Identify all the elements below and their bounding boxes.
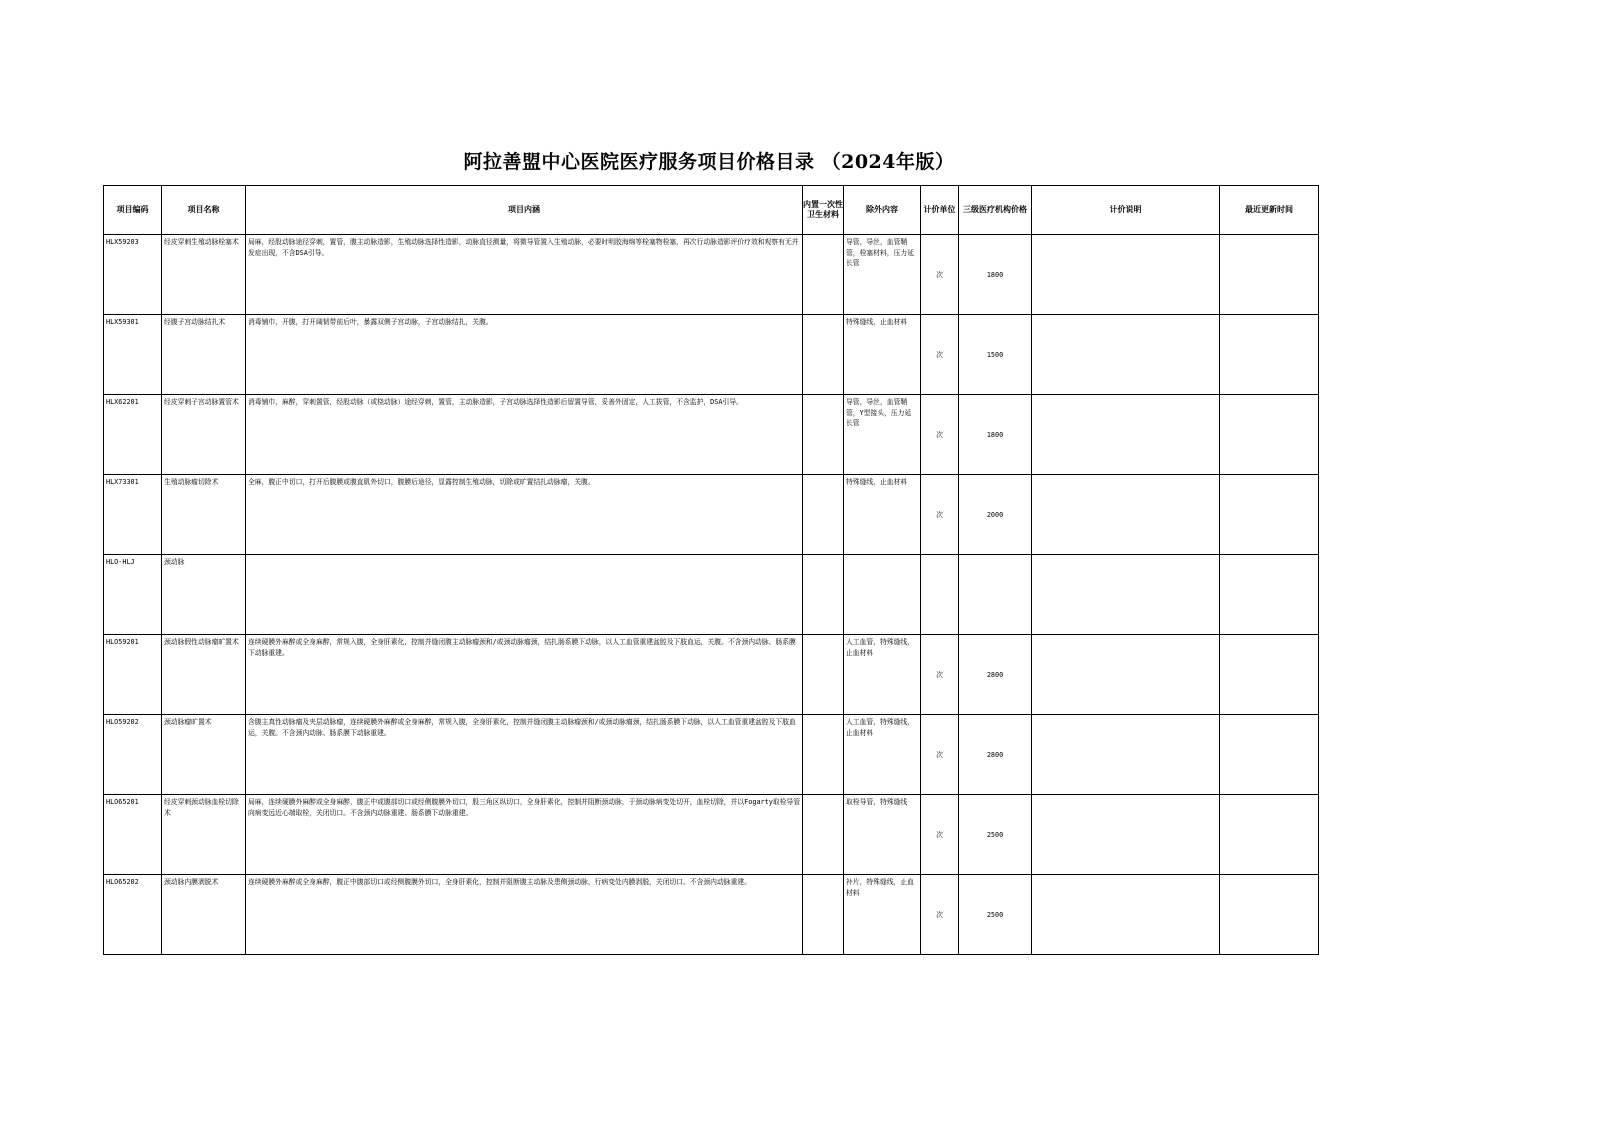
- cell-name: 颈动脉内膜剥脱术: [162, 875, 246, 955]
- header-updated: 最近更新时间: [1220, 186, 1319, 235]
- table-row: [104, 555, 1319, 635]
- cell-name: 经皮穿刺子宫动脉置管术: [162, 395, 246, 475]
- header-unit: 计价单位: [921, 186, 959, 235]
- header-excluded: 除外内容: [844, 186, 921, 235]
- cell-unit: [921, 555, 959, 635]
- cell-name: 颈动脉: [162, 555, 246, 635]
- cell-name: 颈动脉瘤旷置术: [162, 715, 246, 795]
- cell-note: [1032, 635, 1220, 715]
- cell-code: HLX59203: [104, 235, 162, 315]
- cell-consumable: [803, 235, 844, 315]
- cell-unit: 次: [921, 395, 959, 475]
- table-row: [104, 795, 1319, 875]
- cell-excluded: 人工血管，特殊缝线，止血材料: [844, 715, 921, 795]
- cell-unit: 次: [921, 795, 959, 875]
- cell-content: 局麻，经股动脉途径穿刺，置管，腹主动脉造影，生殖动脉选择性造影，动脉直径测量，将微导管置入生殖动脉，必要时明胶海绵等栓塞物栓塞，再次行动脉造影评价疗效和观察有无并发症出现，不含DSA引导。: [246, 235, 803, 315]
- cell-price: 2000: [959, 475, 1032, 555]
- cell-code: HLX62201: [104, 395, 162, 475]
- header-price: 三级医疗机构价格: [959, 186, 1032, 235]
- cell-excluded: 导管，导丝，血管鞘管，栓塞材料，压力延长管: [844, 235, 921, 315]
- header-code: 项目编码: [104, 186, 162, 235]
- cell-consumable: [803, 875, 844, 955]
- cell-unit: 次: [921, 235, 959, 315]
- cell-note: [1032, 715, 1220, 795]
- cell-code: HLX73301: [104, 475, 162, 555]
- table-row: [104, 475, 1319, 555]
- cell-updated: [1220, 715, 1319, 795]
- table-row: [104, 235, 1319, 315]
- cell-code: HLO65201: [104, 795, 162, 875]
- cell-code: HLO59202: [104, 715, 162, 795]
- cell-price: [959, 555, 1032, 635]
- cell-unit: 次: [921, 715, 959, 795]
- cell-price: 2500: [959, 795, 1032, 875]
- cell-updated: [1220, 395, 1319, 475]
- cell-consumable: [803, 395, 844, 475]
- cell-excluded: 取栓导管，特殊缝线: [844, 795, 921, 875]
- cell-name: 生殖动脉瘤切除术: [162, 475, 246, 555]
- cell-note: [1032, 795, 1220, 875]
- cell-price: 1500: [959, 315, 1032, 395]
- cell-updated: [1220, 795, 1319, 875]
- table-row: [104, 875, 1319, 955]
- cell-price: 1800: [959, 235, 1032, 315]
- cell-updated: [1220, 555, 1319, 635]
- cell-name: 颈动脉假性动脉瘤旷置术: [162, 635, 246, 715]
- header-name: 项目名称: [162, 186, 246, 235]
- cell-name: 经皮穿刺颈动脉血栓切除术: [162, 795, 246, 875]
- header-content: 项目内涵: [246, 186, 803, 235]
- cell-unit: 次: [921, 875, 959, 955]
- cell-excluded: 人工血管，特殊缝线，止血材料: [844, 635, 921, 715]
- cell-code: HLO-HLJ: [104, 555, 162, 635]
- cell-excluded: 特殊缝线，止血材料: [844, 475, 921, 555]
- cell-content: [246, 555, 803, 635]
- cell-note: [1032, 235, 1220, 315]
- header-note: 计价说明: [1032, 186, 1220, 235]
- cell-code: HLO65202: [104, 875, 162, 955]
- cell-unit: 次: [921, 315, 959, 395]
- cell-note: [1032, 315, 1220, 395]
- cell-updated: [1220, 235, 1319, 315]
- cell-consumable: [803, 795, 844, 875]
- cell-note: [1032, 475, 1220, 555]
- cell-price: 2800: [959, 635, 1032, 715]
- cell-consumable: [803, 635, 844, 715]
- cell-content: 连续硬膜外麻醉或全身麻醉，常规入腹，全身肝素化，控制并缝闭腹主动脉瘤颈和/或颈动脉瘤颈，结扎肠系膜下动脉，以人工血管重建盆腔及下肢血运，关腹。不含颈内动脉、肠系膜下动脉重建。: [246, 635, 803, 715]
- table-row: [104, 315, 1319, 395]
- cell-name: 经皮穿刺生殖动脉栓塞术: [162, 235, 246, 315]
- cell-note: [1032, 875, 1220, 955]
- page-title: 阿拉善盟中心医院医疗服务项目价格目录 （2024年版）: [463, 151, 955, 173]
- cell-content: 连续硬膜外麻醉或全身麻醉，腹正中腹部切口或经侧腹膜外切口，全身肝素化，控制并阻断腹主动脉及患侧颈动脉，行病变处内膜剥脱，关闭切口。不含颈内动脉重建。: [246, 875, 803, 955]
- header-row: [104, 186, 1319, 235]
- cell-name: 经腹子宫动脉结扎术: [162, 315, 246, 395]
- cell-content: 消毒铺巾，开腹，打开阔韧带前后叶，暴露双侧子宫动脉，子宫动脉结扎，关腹。: [246, 315, 803, 395]
- cell-price: 2500: [959, 875, 1032, 955]
- header-consumable: 内置一次性卫生材料: [803, 186, 844, 235]
- cell-note: [1032, 555, 1220, 635]
- cell-code: HLO59201: [104, 635, 162, 715]
- cell-content: 局麻，连续硬膜外麻醉或全身麻醉，腹正中或腹部切口或经侧腹膜外切口，股三角区纵切口，全身肝素化，控制并阻断颈动脉，于颈动脉病变处切开，血栓切除，并以Fogarty取栓导管向病变远近心端取栓，关闭切口。不含颈内动脉重建、肠系膜下动脉重建。: [246, 795, 803, 875]
- cell-price: 1800: [959, 395, 1032, 475]
- price-table: [103, 185, 1319, 955]
- cell-content: 含腹主真性动脉瘤及夹层动脉瘤，连续硬膜外麻醉或全身麻醉，常规入腹，全身肝素化，控制并缝闭腹主动脉瘤颈和/或颈动脉瘤颈，结扎肠系膜下动脉，以人工血管重建盆腔及下肢血运，关腹。不含颈内动脉、肠系膜下动脉重建。: [246, 715, 803, 795]
- cell-updated: [1220, 315, 1319, 395]
- cell-note: [1032, 395, 1220, 475]
- cell-consumable: [803, 475, 844, 555]
- cell-excluded: 特殊缝线，止血材料: [844, 315, 921, 395]
- cell-excluded: 补片，特殊缝线，止血材料: [844, 875, 921, 955]
- cell-excluded: 导管，导丝，血管鞘管，Y型接头，压力延长管: [844, 395, 921, 475]
- cell-code: HLX59301: [104, 315, 162, 395]
- cell-consumable: [803, 315, 844, 395]
- cell-content: 消毒铺巾，麻醉，穿刺置管，经股动脉（或桡动脉）途经穿刺，置管，主动脉造影，子宫动脉选择性造影后留置导管，妥善外固定，人工拔管，不含监护，DSA引导。: [246, 395, 803, 475]
- cell-excluded: [844, 555, 921, 635]
- cell-updated: [1220, 635, 1319, 715]
- table-row: [104, 715, 1319, 795]
- cell-consumable: [803, 715, 844, 795]
- cell-consumable: [803, 555, 844, 635]
- cell-updated: [1220, 875, 1319, 955]
- cell-unit: 次: [921, 475, 959, 555]
- cell-content: 全麻，腹正中切口，打开后腹膜或腹直肌外切口，腹膜后途径，显露控制生殖动脉，切除或旷置结扎动脉瘤，关腹。: [246, 475, 803, 555]
- cell-price: 2800: [959, 715, 1032, 795]
- cell-updated: [1220, 475, 1319, 555]
- table-row: [104, 635, 1319, 715]
- table-row: [104, 395, 1319, 475]
- cell-unit: 次: [921, 635, 959, 715]
